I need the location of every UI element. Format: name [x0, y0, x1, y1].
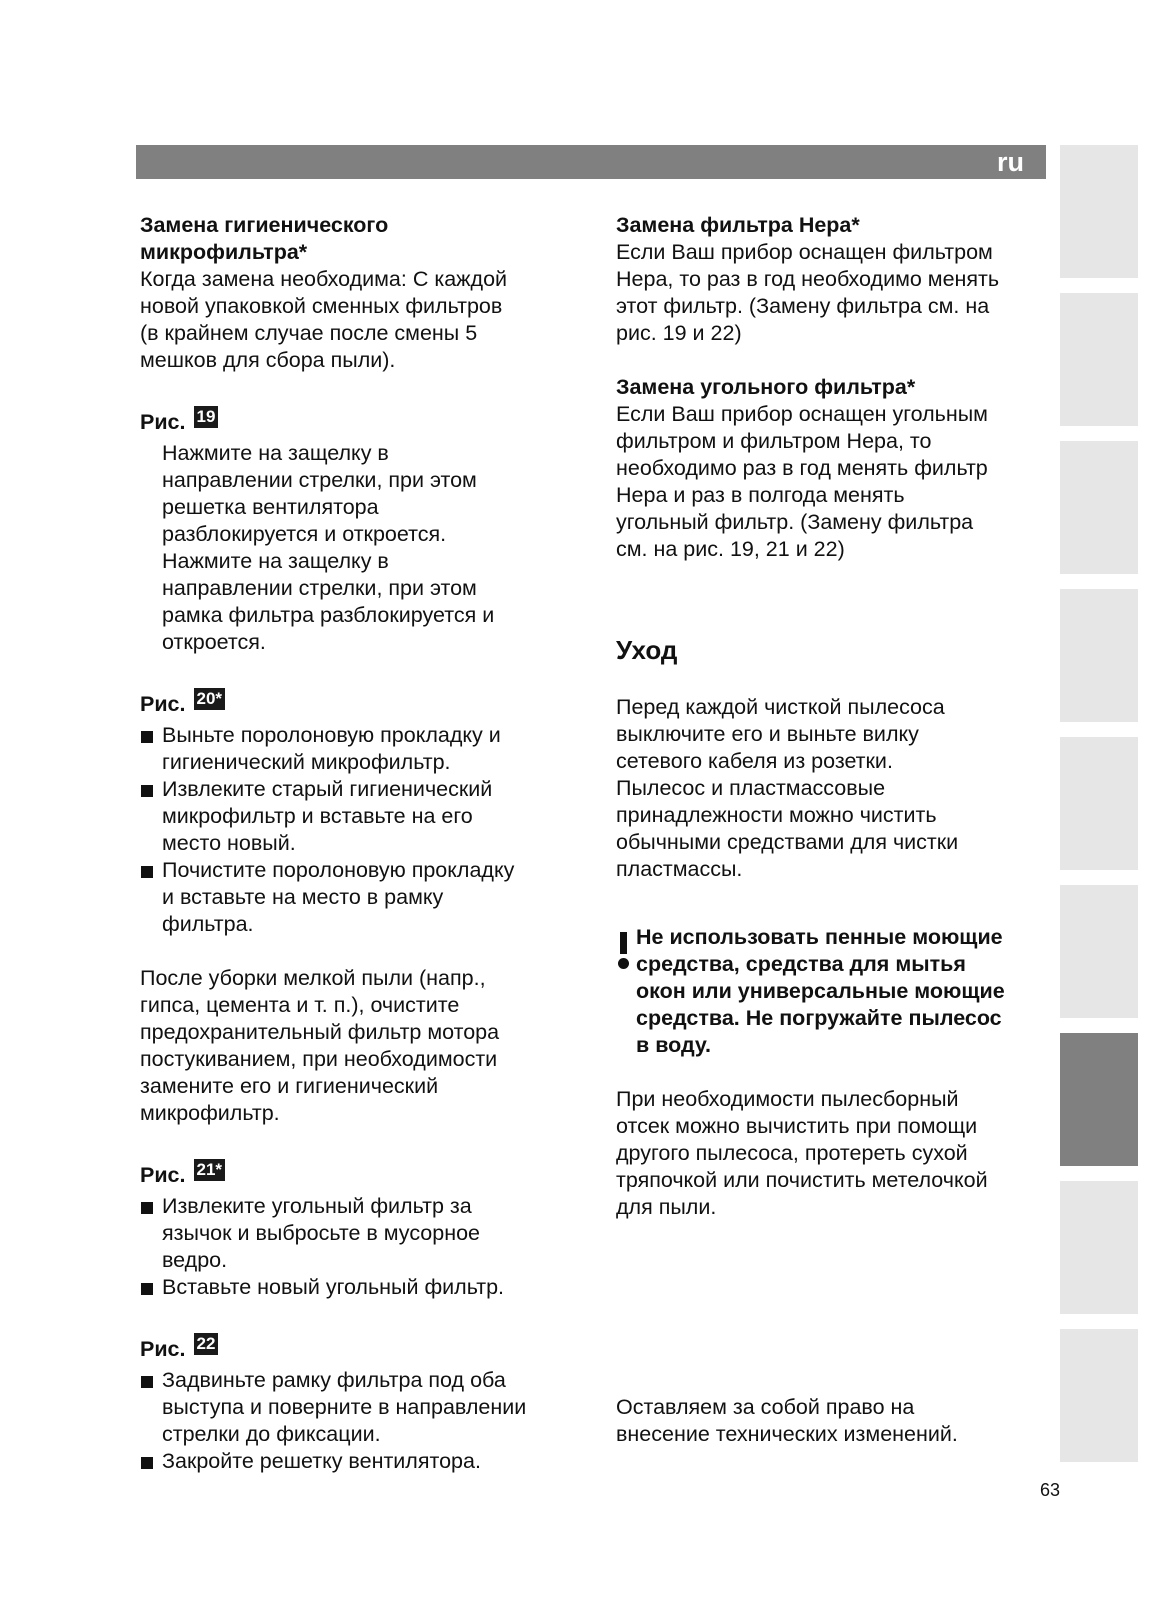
square-bullet-icon — [141, 1283, 153, 1295]
side-tab-5 — [1060, 737, 1138, 870]
bullet-line: Закройте решетку вентилятора. — [162, 1449, 481, 1473]
bullet-line: стрелки до фиксации. — [162, 1422, 381, 1446]
warning-line: окон или универсальные моющие — [636, 979, 1005, 1003]
bullet-line: фильтра. — [162, 912, 254, 936]
side-tab-6 — [1060, 885, 1138, 1018]
compartment-text-line: другого пылесоса, протереть сухой — [616, 1141, 968, 1165]
care-text-line: пластмассы. — [616, 857, 743, 881]
motor-filter-line: замените его и гигиенический — [140, 1074, 439, 1098]
care-text-line: принадлежности можно чистить — [616, 803, 937, 827]
header-bar — [136, 145, 1046, 179]
care-text-line: обычными средствами для чистки — [616, 830, 959, 854]
bullet-item — [140, 857, 580, 938]
carbon-text-line: необходимо раз в год менять фильтр — [616, 456, 988, 480]
figure-22-label — [140, 1332, 580, 1367]
figure-label-text: Рис. — [140, 410, 186, 434]
figure-19-line: Нажмите на защелку в — [162, 441, 389, 465]
warning-line: средства. Не погружайте пылесос — [636, 1006, 1002, 1030]
bullet-line: язычок и выбросьте в мусорное — [162, 1221, 481, 1245]
hepa-text-line: рис. 19 и 22) — [616, 321, 742, 345]
compartment-text-line: для пыли. — [616, 1195, 717, 1219]
figure-number-badge: 21* — [194, 1159, 226, 1181]
microfilter-text-line: новой упаковкой сменных фильтров — [140, 294, 503, 318]
warning-line: средства, средства для мытья — [636, 952, 966, 976]
bullet-line: Почистите поролоновую прокладку — [162, 858, 515, 882]
bullet-line: Вставьте новый угольный фильтр. — [162, 1275, 505, 1299]
side-tab-2 — [1060, 293, 1138, 426]
bullet-item — [140, 1274, 580, 1301]
figure-19-line: откроется. — [162, 630, 266, 654]
microfilter-text-line: (в крайнем случае после смены 5 — [140, 321, 478, 345]
bullet-item — [140, 1367, 580, 1448]
footer-note-line: Оставляем за собой право на — [616, 1395, 915, 1419]
bullet-line: место новый. — [162, 831, 296, 855]
side-tab-3 — [1060, 441, 1138, 574]
carbon-filter-title: Замена угольного фильтра* — [616, 375, 916, 399]
page-number: 63 — [1040, 1480, 1061, 1500]
care-text-line: сетевого кабеля из розетки. — [616, 749, 893, 773]
footer-note — [616, 1394, 1046, 1448]
side-tab-8 — [1060, 1181, 1138, 1314]
bullet-line: ведро. — [162, 1248, 228, 1272]
figure-number-badge: 22 — [194, 1333, 219, 1355]
side-tab-4 — [1060, 589, 1138, 722]
side-tab-7-active — [1060, 1033, 1138, 1166]
motor-filter-line: постукиванием, при необходимости — [140, 1047, 498, 1071]
figure-19-line: разблокируется и откроется. — [162, 522, 447, 546]
care-text-line: Перед каждой чисткой пылесоса — [616, 695, 945, 719]
figure-19-line: Нажмите на защелку в — [162, 549, 389, 573]
side-tab-1 — [1060, 145, 1138, 278]
right-column — [616, 212, 1046, 1221]
bullet-item — [140, 1193, 580, 1274]
compartment-text-line: отсек можно вычистить при помощи — [616, 1114, 978, 1138]
bullet-item — [140, 722, 580, 776]
hepa-title: Замена фильтра Hepa* — [616, 213, 860, 237]
warning-block — [616, 924, 1046, 1059]
square-bullet-icon — [141, 731, 153, 743]
carbon-text-line: Hepa и раз в полгода менять — [616, 483, 905, 507]
microfilter-title-line-1: Замена гигиенического — [140, 213, 389, 237]
bullet-line: Извлеките старый гигиенический — [162, 777, 493, 801]
bullet-line: и вставьте на место в рамку — [162, 885, 444, 909]
side-tab-9 — [1060, 1329, 1138, 1462]
square-bullet-icon — [141, 1202, 153, 1214]
figure-number-badge: 20* — [194, 688, 226, 710]
hepa-text-line: этот фильтр. (Замену фильтра см. на — [616, 294, 990, 318]
figure-19-line: рамка фильтра разблокируется и — [162, 603, 495, 627]
figure-21-label — [140, 1158, 580, 1193]
bullet-item — [140, 776, 580, 857]
figure-19-line: направлении стрелки, при этом — [162, 576, 477, 600]
bullet-item — [140, 1448, 580, 1475]
bullet-line: выступа и поверните в направлении — [162, 1395, 527, 1419]
care-text-line: выключите его и выньте вилку — [616, 722, 919, 746]
warning-line: в воду. — [636, 1033, 711, 1057]
figure-label-text: Рис. — [140, 1163, 186, 1187]
motor-filter-line: После уборки мелкой пыли (напр., — [140, 966, 486, 990]
footer-note-line: внесение технических изменений. — [616, 1422, 958, 1446]
figure-19-line: направлении стрелки, при этом — [162, 468, 477, 492]
carbon-text-line: см. на рис. 19, 21 и 22) — [616, 537, 845, 561]
bullet-line: Извлеките угольный фильтр за — [162, 1194, 472, 1218]
care-section-title: Уход — [616, 635, 678, 665]
figure-number-badge: 19 — [194, 406, 219, 428]
square-bullet-icon — [141, 1376, 153, 1388]
carbon-text-line: Если Ваш прибор оснащен угольным — [616, 402, 988, 426]
square-bullet-icon — [141, 866, 153, 878]
motor-filter-line: предохранительный фильтр мотора — [140, 1020, 500, 1044]
square-bullet-icon — [141, 785, 153, 797]
side-tabs — [1060, 145, 1138, 1477]
bullet-line: Задвиньте рамку фильтра под оба — [162, 1368, 506, 1392]
figure-19-line: решетка вентилятора — [162, 495, 379, 519]
figure-19-text — [140, 440, 580, 656]
hepa-text-line: Если Ваш прибор оснащен фильтром — [616, 240, 993, 264]
square-bullet-icon — [141, 1457, 153, 1469]
carbon-text-line: угольный фильтр. (Замену фильтра — [616, 510, 974, 534]
care-text-line: Пылесос и пластмассовые — [616, 776, 886, 800]
figure-label-text: Рис. — [140, 692, 186, 716]
microfilter-title-line-2: микрофильтра* — [140, 240, 308, 264]
bullet-line: гигиенический микрофильтр. — [162, 750, 451, 774]
bullet-line: микрофильтр и вставьте на его — [162, 804, 473, 828]
motor-filter-line: микрофильтр. — [140, 1101, 280, 1125]
language-code: ru — [997, 147, 1024, 177]
left-column — [140, 212, 580, 1475]
hepa-text-line: Hepa, то раз в год необходимо менять — [616, 267, 1000, 291]
exclamation-warning-icon — [618, 932, 632, 972]
motor-filter-line: гипса, цемента и т. п.), очистите — [140, 993, 460, 1017]
compartment-text-line: При необходимости пылесборный — [616, 1087, 959, 1111]
figure-20-label — [140, 687, 580, 722]
figure-label-text: Рис. — [140, 1337, 186, 1361]
compartment-text-line: тряпочкой или почистить метелочкой — [616, 1168, 988, 1192]
figure-19-label — [140, 405, 580, 440]
motor-filter-text — [140, 965, 580, 1127]
microfilter-text-line: мешков для сбора пыли). — [140, 348, 396, 372]
microfilter-text-line: Когда замена необходима: С каждой — [140, 267, 508, 291]
carbon-text-line: фильтром и фильтром Hepa, то — [616, 429, 932, 453]
bullet-line: Выньте поролоновую прокладку и — [162, 723, 501, 747]
warning-line: Не использовать пенные моющие — [636, 925, 1003, 949]
